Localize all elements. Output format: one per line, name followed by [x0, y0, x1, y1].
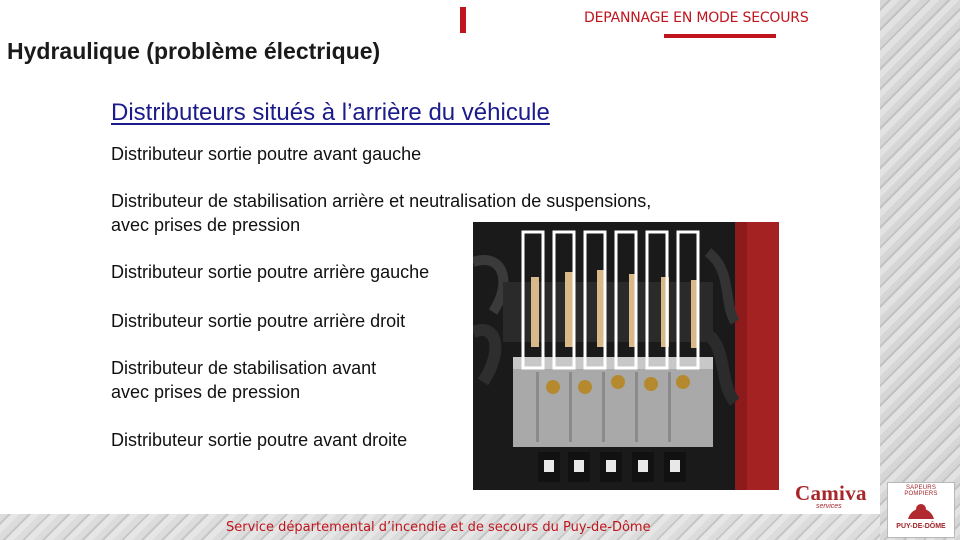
- slide-subtitle: Distributeurs situés à l’arrière du véhicule: [111, 99, 550, 126]
- camiva-logo: Camiva: [795, 481, 867, 505]
- distributor-photo: [473, 222, 779, 490]
- list-item: [111, 260, 429, 284]
- sdis-logo-top-text: SAPEURS POMPIERS: [904, 485, 938, 497]
- footer-text: Service départemental d’incendie et de secours du Puy-de-Dôme: [226, 520, 651, 535]
- sdis-logo: [887, 482, 955, 538]
- page-title: Hydraulique (problème électrique): [7, 38, 381, 64]
- list-item: [111, 428, 407, 452]
- brushed-metal-side-panel: [880, 0, 960, 540]
- sdis-logo-bottom-text: PUY-DE-DÔME: [896, 523, 946, 530]
- list-item-line: Distributeur de stabilisation avant: [111, 358, 377, 378]
- list-item-line: Distributeur de stabilisation arrière et neutralisation de suspensions,: [111, 191, 652, 211]
- title-accent-bar: [460, 7, 466, 33]
- list-item-line: Distributeur sortie poutre arrière droit: [111, 311, 406, 331]
- section-title-underline: [664, 34, 776, 38]
- list-item: [111, 309, 405, 333]
- list-item: [111, 142, 421, 166]
- list-item-line: avec prises de pression: [111, 215, 301, 235]
- camiva-tagline: services: [816, 503, 842, 510]
- section-title: DEPANNAGE EN MODE SECOURS: [584, 10, 809, 26]
- list-item-line: Distributeur sortie poutre arrière gauche: [111, 262, 430, 282]
- list-item-line: avec prises de pression: [111, 382, 301, 402]
- list-item-line: Distributeur sortie poutre avant gauche: [111, 144, 422, 164]
- list-item: [111, 356, 376, 404]
- list-item-line: Distributeur sortie poutre avant droite: [111, 430, 408, 450]
